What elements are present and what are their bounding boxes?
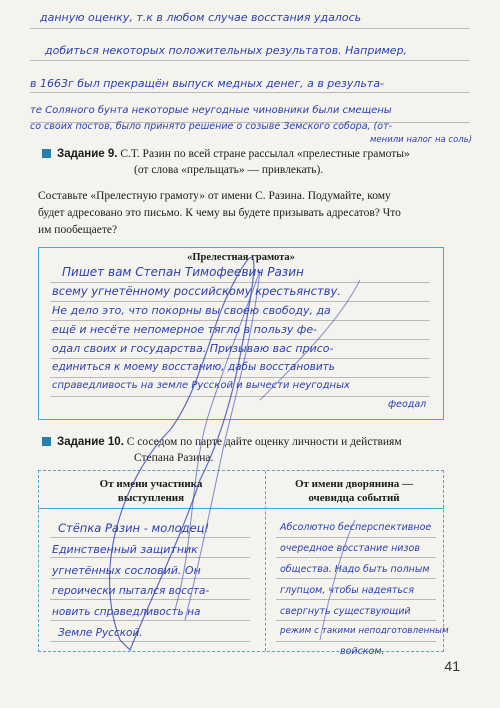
handwritten-line: в 1663г был прекращён выпуск медных денег, а в результа- [30, 77, 385, 90]
table-header-rule [38, 508, 444, 509]
gramota-line: единиться к моему восстанию, дабы восстановить [52, 361, 335, 373]
body-line: будет адресовано это письмо. К чему вы будете призывать адресатов? Что [38, 207, 401, 219]
answer-rule [50, 282, 430, 283]
task-9-label: Задание 9. [57, 148, 118, 160]
participant-line: угнетённых сословий. Он [52, 564, 201, 577]
answer-rule [50, 641, 250, 642]
task-9-body [38, 188, 401, 239]
body-line: им пообещаете? [38, 224, 118, 236]
answer-rule [276, 557, 436, 558]
task-9-text2: (от слова «прельщать» — привлекать). [134, 164, 324, 176]
column-header-line: От имени участника [99, 478, 203, 490]
answer-rule [50, 339, 430, 340]
answer-rule [276, 599, 436, 600]
nobleman-line: свергнуть существующий [280, 606, 411, 617]
body-line: Составьте «Прелестную грамоту» от имени С. Разина. Подумайте, кому [38, 190, 391, 202]
answer-rule [276, 578, 436, 579]
answer-rule [30, 92, 470, 93]
column-header-nobleman [264, 477, 444, 505]
nobleman-line: общества. Надо быть полным [280, 564, 430, 575]
answer-rule [50, 599, 250, 600]
task-9-text: С.Т. Разин по всей стране рассылал «прелестные грамоты» [120, 148, 410, 160]
answer-rule [50, 320, 430, 321]
nobleman-line: глупцом, чтобы надеяться [280, 585, 414, 596]
handwritten-line: со своих постов, было принято решение о созыве Земского собора, (от- [30, 121, 393, 132]
answer-rule [276, 620, 436, 621]
page-number: 41 [444, 658, 460, 674]
gramota-line: ещё и несёте непомерное тягло в пользу фе- [52, 323, 318, 336]
handwritten-line: добиться некоторых положительных результатов. Например, [45, 44, 408, 57]
answer-rule [50, 377, 430, 378]
nobleman-line: очередное восстание низов [280, 543, 420, 554]
task-bullet-icon [42, 437, 51, 446]
gramota-line: Пишет вам Степан Тимофеевич Разин [62, 265, 304, 279]
handwritten-line: данную оценку, т.к в любом случае восстания удалось [40, 11, 362, 24]
column-header-line: очевидца событий [308, 492, 400, 504]
answer-rule [50, 358, 430, 359]
answer-rule [276, 641, 436, 642]
handwritten-line: менили налог на соль) [370, 135, 473, 145]
gramota-line: справедливость на земле Русской и вычести неугодных [52, 380, 350, 391]
answer-rule [50, 557, 250, 558]
task-10-text2: Степана Разина. [134, 452, 214, 464]
nobleman-line: режим с такими неподготовленным [280, 626, 449, 636]
column-header-participant [38, 477, 264, 505]
gramota-title: «Прелестная грамота» [187, 252, 295, 263]
task-10-text: С соседом по парте дайте оценку личности и действиям [126, 436, 402, 448]
handwritten-line: те Соляного бунта некоторые неугодные чиновники были смещены [30, 105, 392, 116]
task-10-label: Задание 10. [57, 436, 124, 448]
participant-line: Единственный защитник [52, 543, 198, 556]
participant-line: Стёпка Разин - молодец! [58, 521, 210, 535]
participant-line: новить справедливость на [52, 606, 201, 618]
answer-rule [50, 537, 250, 538]
answer-rule [50, 396, 430, 397]
answer-rule [276, 537, 436, 538]
gramota-line: всему угнетённому российскому крестьянству. [52, 284, 341, 298]
gramota-line: феодал [388, 399, 427, 410]
answer-rule [50, 301, 430, 302]
answer-rule [30, 28, 470, 29]
task-bullet-icon [42, 149, 51, 158]
gramota-line: одал своих и государства. Призываю вас присо- [52, 342, 334, 355]
task-10-heading [42, 434, 402, 450]
nobleman-line: войском. [340, 646, 385, 657]
column-header-line: выступления [117, 492, 185, 504]
answer-rule [30, 60, 470, 61]
column-header-line: От имени дворянина — [294, 478, 414, 490]
answer-rule [50, 578, 250, 579]
participant-line: Земле Русской. [58, 627, 143, 639]
nobleman-line: Абсолютно бесперспективное [280, 522, 432, 533]
gramota-line: Не дело это, что покорны вы своею свободу, да [52, 304, 331, 317]
participant-line: героически пытался восста- [52, 585, 210, 597]
task-9-heading [42, 146, 410, 162]
answer-rule [50, 620, 250, 621]
